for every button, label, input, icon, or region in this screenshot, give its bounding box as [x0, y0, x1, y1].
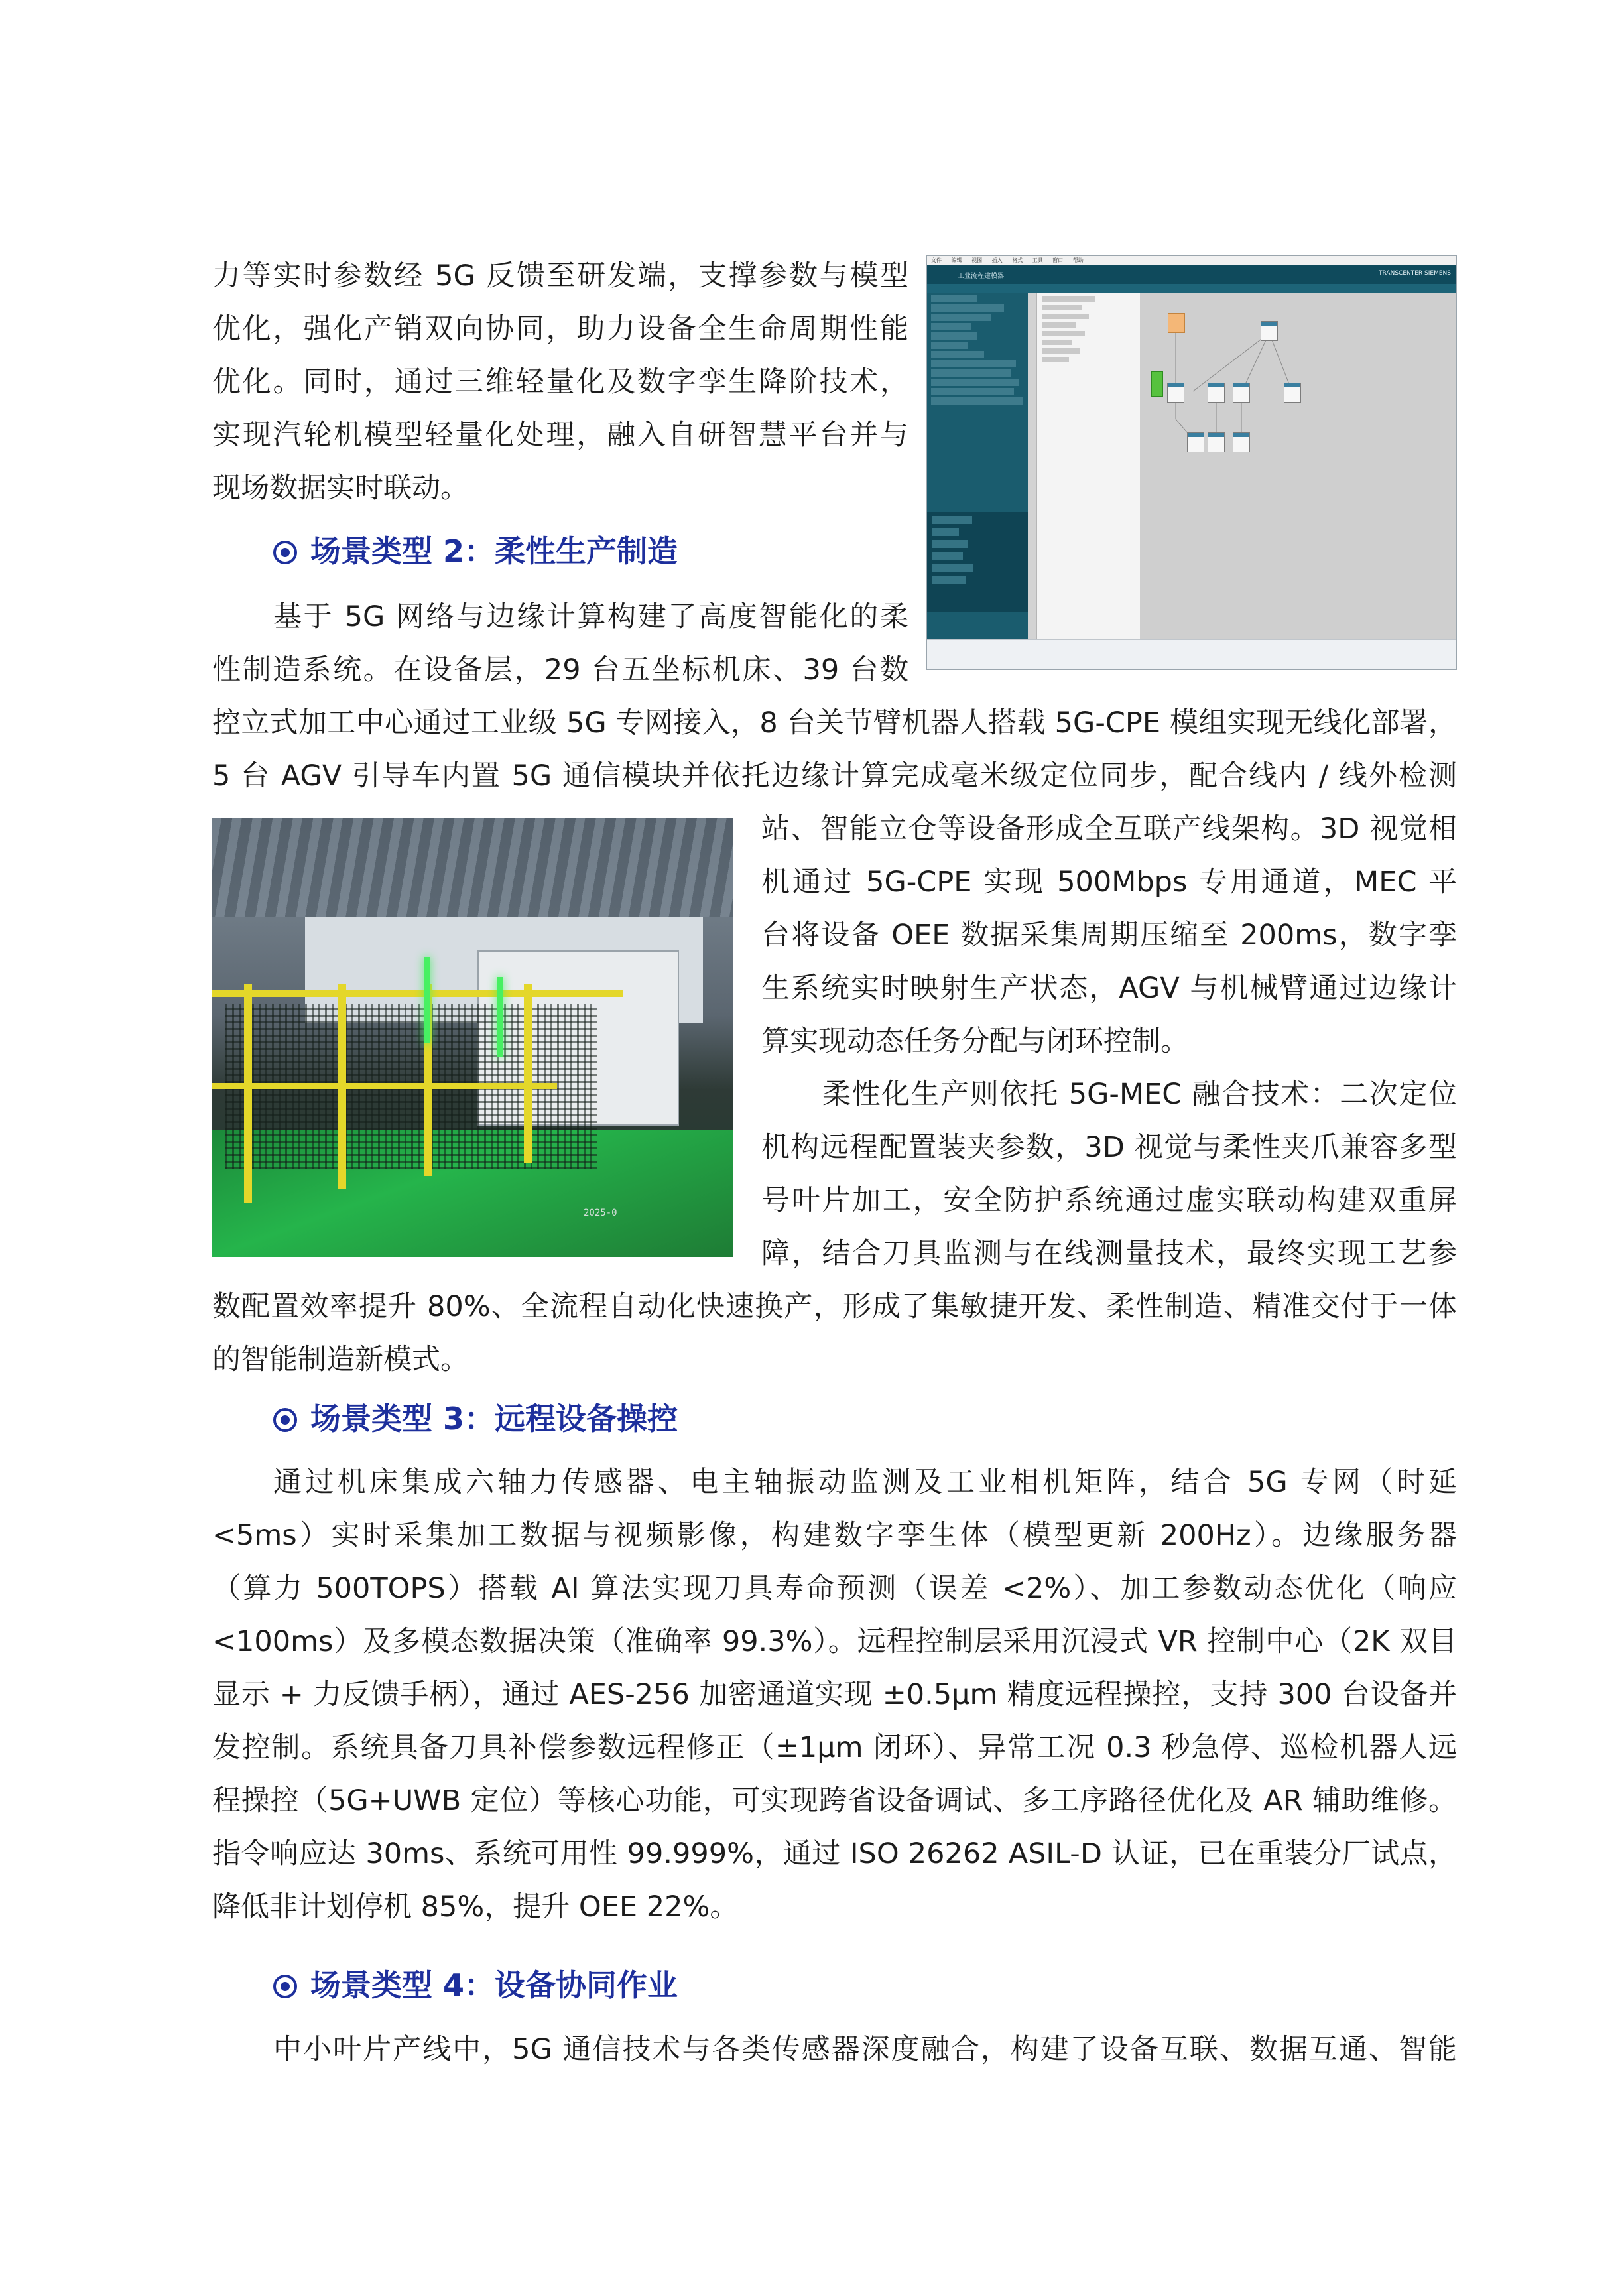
photo-timestamp: 2025-0: [584, 1208, 617, 1218]
menu-item: 格式: [1012, 257, 1023, 263]
ui-menubar: [927, 256, 1456, 265]
scene4-paragraph: [212, 2023, 1457, 2076]
ui-tabbar: [927, 284, 1456, 293]
diagram-node: [1208, 383, 1225, 403]
ui-titlebar: [927, 265, 1456, 284]
section-heading-2: [273, 525, 678, 578]
text-line: <100ms）及多模态数据决策（准确率 99.3%）。远程控制层采用沉浸式 VR 控制中心（2K 双目: [212, 1625, 1457, 1658]
ui-middle-panel: [1036, 293, 1141, 641]
diagram-node: [1168, 313, 1185, 333]
section-heading-3: [273, 1392, 678, 1445]
diagram-node: [1167, 383, 1184, 403]
diagram-node: [1233, 432, 1250, 452]
text-line: 生系统实时映射生产状态，AGV 与机械臂通过边缘计: [761, 972, 1457, 1005]
menu-item: 工具: [1032, 257, 1043, 263]
text-line: 机通过 5G-CPE 实现 500Mbps 专用通道，MEC 平: [761, 866, 1457, 899]
menu-item: 视图: [971, 257, 983, 263]
text-line: 算实现动态任务分配与闭环控制。: [761, 1025, 1189, 1058]
text-line: 程操控（5G+UWB 定位）等核心功能，可实现跨省设备调试、多工序路径优化及 AR 辅助维修。: [212, 1784, 1457, 1817]
diagram-node: [1187, 432, 1204, 452]
heading-text: 场景类型 3：远程设备操控: [310, 1401, 678, 1437]
text-line: （算力 500TOPS）搭载 AI 算法实现刀具寿命预测（误差 <2%）、加工参数动态优化（响应: [212, 1572, 1457, 1605]
factory-photo-figure: [212, 818, 733, 1257]
bullet-circle-icon: [273, 1408, 297, 1432]
menu-item: 文件: [931, 257, 942, 263]
scene2-paragraph-side: [761, 803, 1457, 1280]
text-line: 显示 + 力反馈手柄），通过 AES-256 加密通道实现 ±0.5μm 精度远程操控，支持 300 台设备并: [212, 1678, 1457, 1711]
photo-yellow-rail: [212, 1083, 557, 1089]
text-line: 性制造系统。在设备层，29 台五坐标机床、39 台数: [212, 653, 908, 686]
text-line: 通过机床集成六轴力传感器、电主轴振动监测及工业相机矩阵，结合 5G 专网（时延: [273, 1466, 1457, 1499]
intro-paragraph: [212, 249, 908, 515]
text-line: 站、智能立仓等设备形成全互联产线架构。3D 视觉相: [761, 813, 1457, 846]
text-line: 发控制。系统具备刀具补偿参数远程修正（±1μm 闭环）、异常工况 0.3 秒急停、巡检机器人远: [212, 1731, 1457, 1764]
text-line: 力等实时参数经 5G 反馈至研发端，支撑参数与模型: [212, 259, 908, 293]
text-line: 柔性化生产则依托 5G-MEC 融合技术：二次定位: [822, 1078, 1457, 1111]
text-line: 实现汽轮机模型轻量化处理，融入自研智慧平台并与: [212, 419, 908, 452]
photo-green-light: [497, 977, 503, 1057]
text-line: 机构远程配置装夹参数，3D 视觉与柔性夹爪兼容多型: [761, 1131, 1457, 1164]
scene2-paragraph-top: [212, 590, 908, 696]
bullet-circle-icon: [273, 541, 297, 564]
bullet-circle-icon: [273, 1975, 297, 1998]
menu-item: 编辑: [951, 257, 962, 263]
software-screenshot-figure: [926, 255, 1457, 670]
heading-text: 场景类型 2：柔性生产制造: [310, 533, 678, 569]
diagram-node: [1233, 383, 1250, 403]
photo-yellow-post: [244, 984, 252, 1203]
text-line: 数配置效率提升 80%、全流程自动化快速换产，形成了集敏捷开发、柔性制造、精准交付于一体: [212, 1290, 1457, 1323]
text-line: 降低非计划停机 85%，提升 OEE 22%。: [212, 1890, 739, 1923]
diagram-node: [1284, 383, 1301, 403]
text-line: 基于 5G 网络与边缘计算构建了高度智能化的柔: [273, 600, 908, 633]
text-line: 的智能制造新模式。: [212, 1343, 469, 1376]
heading-text: 场景类型 4：设备协同作业: [310, 1967, 678, 2003]
ui-taskbar: [927, 639, 1456, 669]
photo-yellow-rail: [212, 990, 623, 997]
text-line: 号叶片加工，安全防护系统通过虚实联动构建双重屏: [761, 1184, 1457, 1217]
text-line: 中小叶片产线中，5G 通信技术与各类传感器深度融合，构建了设备互联、数据互通、智能: [273, 2033, 1457, 2066]
text-line: 5 台 AGV 引导车内置 5G 通信模块并依托边缘计算完成毫米级定位同步，配合线内 / 线外检测: [212, 759, 1457, 793]
ui-left-panel: [927, 293, 1028, 641]
scene3-paragraph: [212, 1456, 1457, 1933]
ui-left-lower-list: [927, 512, 1028, 612]
text-line: 指令响应达 30ms、系统可用性 99.999%，通过 ISO 26262 ASIL-D 认证，已在重装分厂试点，: [212, 1837, 1457, 1870]
menu-item: 插入: [991, 257, 1003, 263]
diagram-node: [1208, 432, 1225, 452]
ui-diagram-canvas: [1140, 293, 1457, 641]
photo-yellow-post: [524, 984, 532, 1163]
text-line: 优化，强化产销双向协同，助力设备全生命周期性能: [212, 312, 908, 346]
scene2-paragraph-end: [212, 1280, 1457, 1386]
ui-app-title: 工业流程建模器: [958, 273, 1004, 280]
text-line: 台将设备 OEE 数据采集周期压缩至 200ms，数字孪: [761, 919, 1457, 952]
text-line: 控立式加工中心通过工业级 5G 专网接入，8 台关节臂机器人搭载 5G-CPE 模组实现无线化部署，: [212, 706, 1457, 740]
menu-item: 帮助: [1072, 257, 1084, 263]
text-line: <5ms）实时采集加工数据与视频影像，构建数字孪生体（模型更新 200Hz）。边缘服务器: [212, 1519, 1457, 1552]
photo-green-light: [424, 957, 430, 1043]
diagram-node: [1261, 321, 1278, 341]
scene2-paragraph-full: [212, 696, 1457, 803]
photo-ceiling: [212, 818, 733, 917]
diagram-node-active: [1151, 371, 1163, 397]
section-heading-4: [273, 1959, 678, 2012]
text-line: 现场数据实时联动。: [212, 472, 469, 505]
ui-brand: TRANSCENTER SIEMENS: [1379, 270, 1451, 277]
menu-item: 窗口: [1052, 257, 1064, 263]
text-line: 优化。同时，通过三维轻量化及数字孪生降阶技术，: [212, 365, 908, 399]
text-line: 障，结合刀具监测与在线测量技术，最终实现工艺参: [761, 1237, 1457, 1270]
photo-yellow-post: [338, 984, 346, 1189]
